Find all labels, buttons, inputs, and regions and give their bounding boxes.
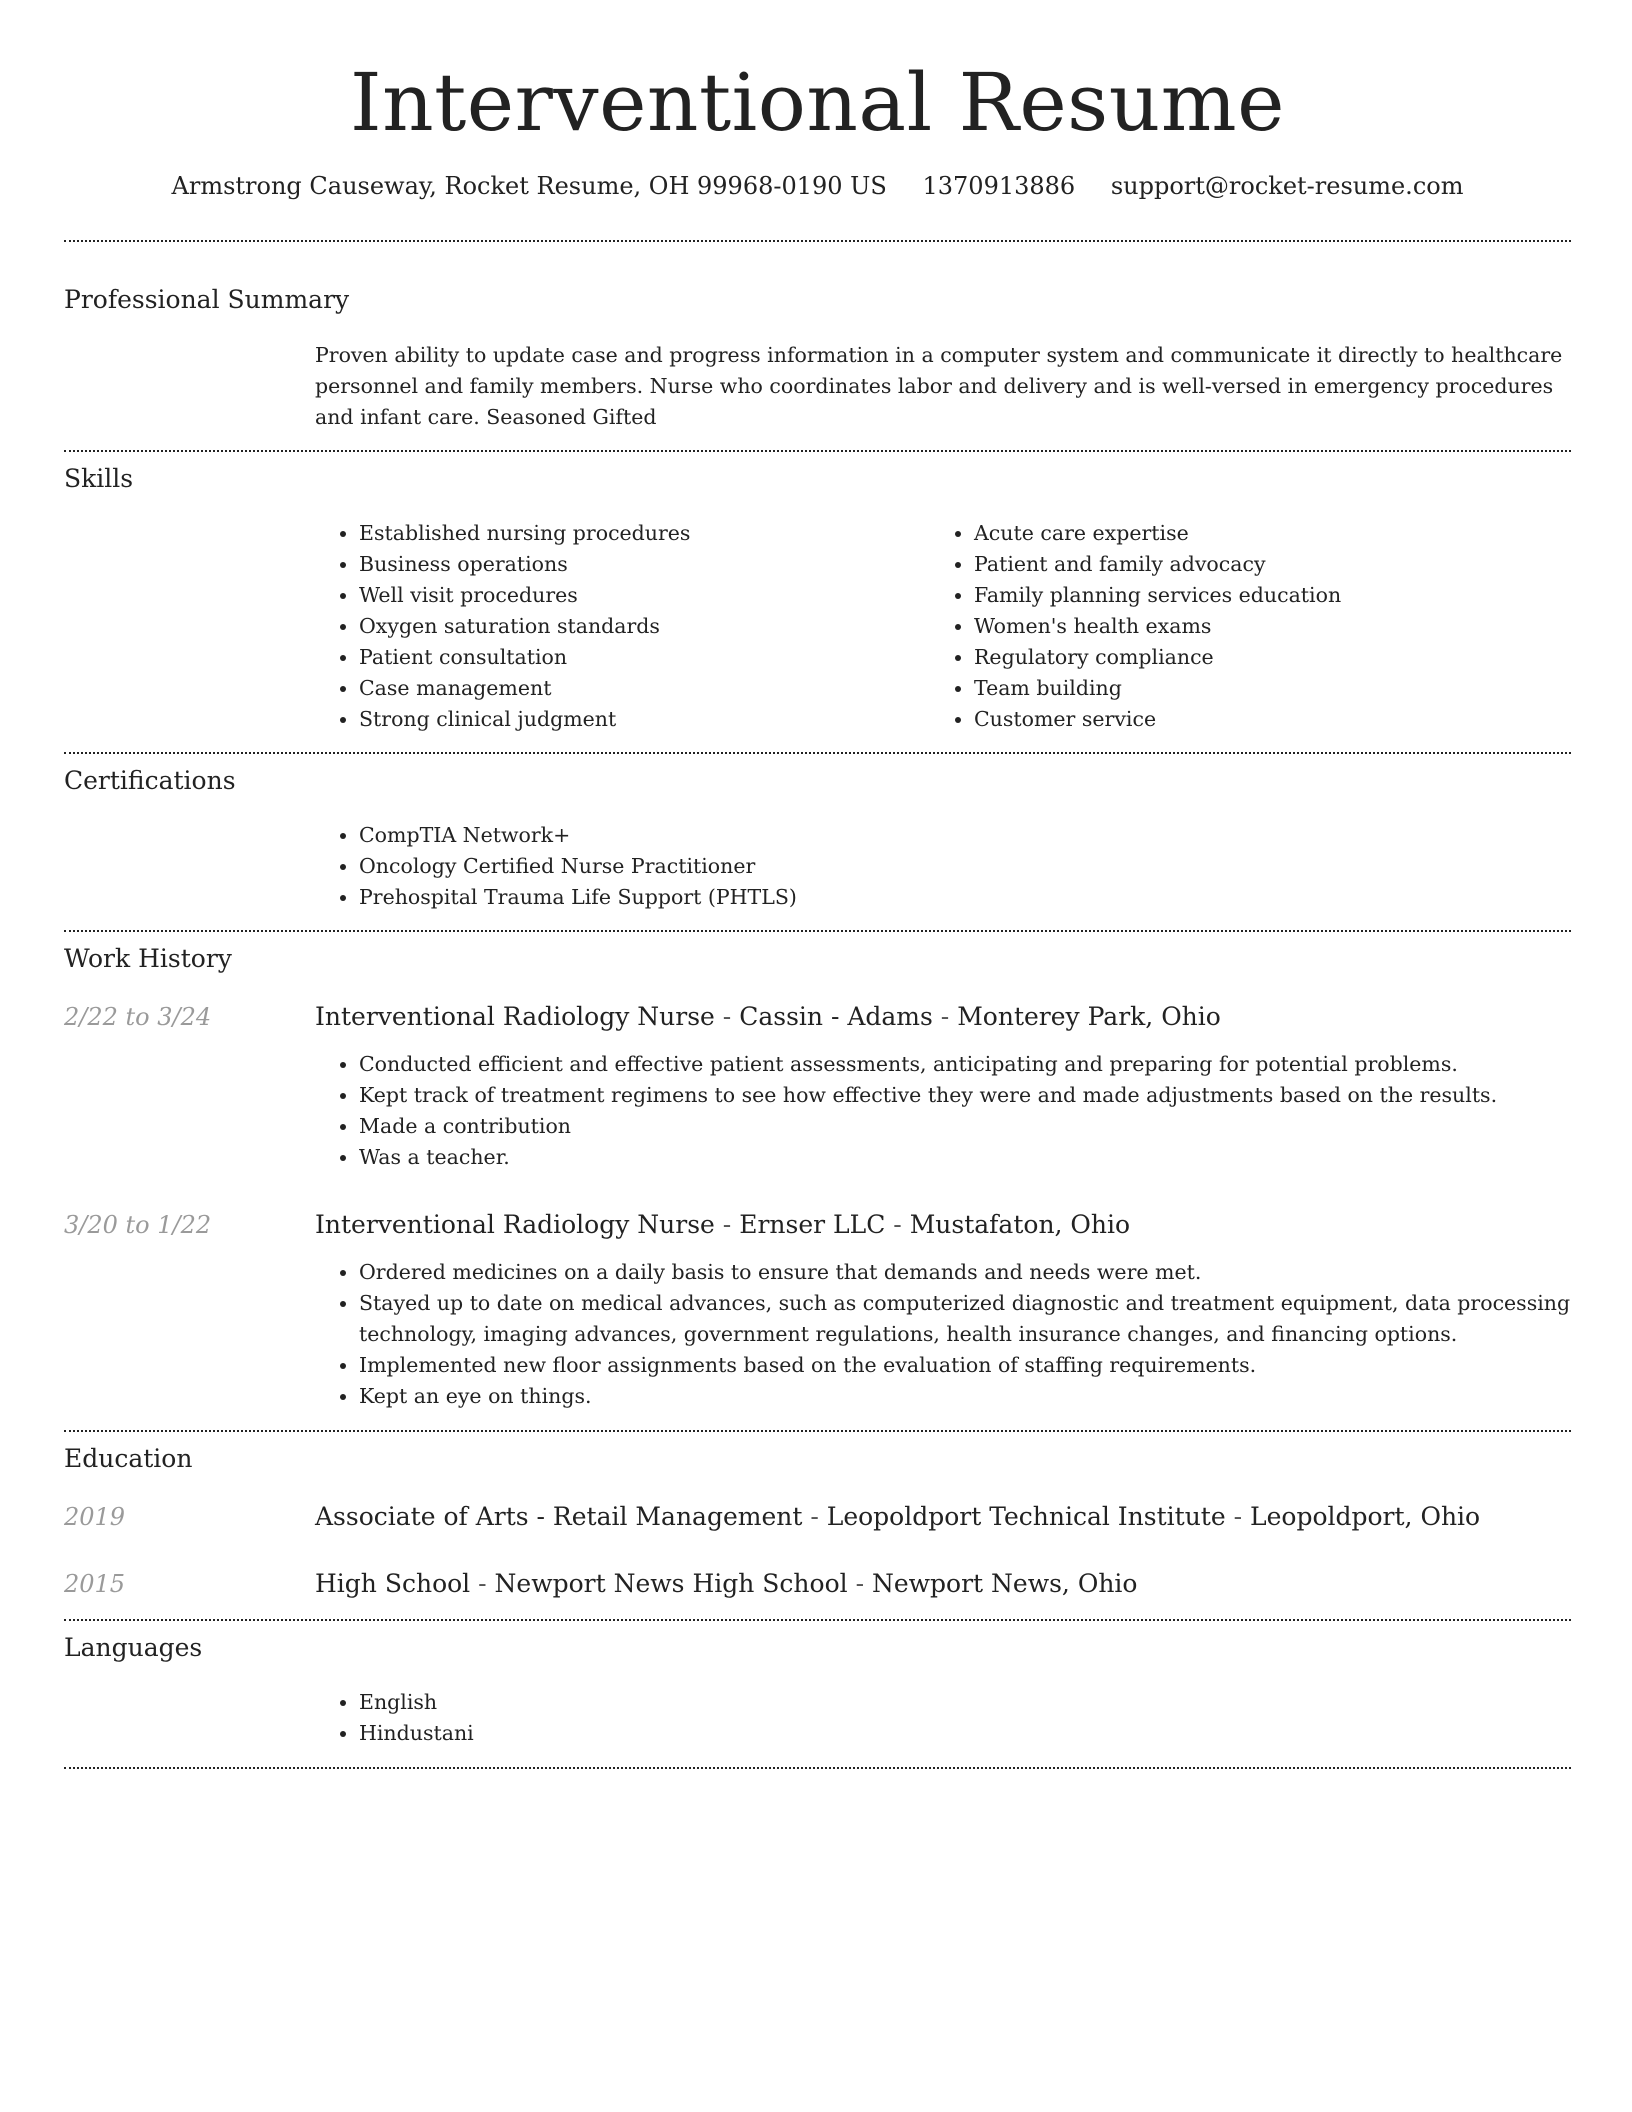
certifications-heading: Certifications bbox=[64, 766, 236, 795]
education-school: Newport News High School bbox=[494, 1569, 848, 1598]
skill-item: • Customer service bbox=[974, 704, 1574, 735]
job-bullets bbox=[315, 1257, 1589, 1412]
skill-item: • Business operations bbox=[359, 549, 919, 580]
job-bullet: • Implemented new floor assignments based on the evaluation of staffing requirements. bbox=[359, 1350, 1589, 1381]
languages-list bbox=[315, 1687, 1159, 1749]
job-title-line bbox=[315, 999, 1221, 1035]
job-bullet: • Kept track of treatment regimens to see how effective they were and made adjustments based on the results. bbox=[359, 1080, 1589, 1111]
skill-item: • Well visit procedures bbox=[359, 580, 919, 611]
section-divider bbox=[64, 1430, 1571, 1432]
skill-item: • Case management bbox=[359, 673, 919, 704]
contact-line bbox=[64, 168, 1571, 204]
education-degree: High School bbox=[315, 1569, 471, 1598]
education-line bbox=[315, 1566, 1137, 1602]
education-separator: - bbox=[1225, 1502, 1250, 1531]
job-company: Ernser LLC bbox=[739, 1210, 886, 1239]
skill-item: • Established nursing procedures bbox=[359, 518, 919, 549]
skill-item: • Patient consultation bbox=[359, 642, 919, 673]
job-dates: 3/20 to 1/22 bbox=[64, 1211, 212, 1239]
skill-item: • Regulatory compliance bbox=[974, 642, 1574, 673]
skill-item: • Oxygen saturation standards bbox=[359, 611, 919, 642]
contact-phone: 1370913886 bbox=[922, 172, 1076, 200]
education-degree: Associate of Arts - Retail Management bbox=[315, 1502, 803, 1531]
education-school: Leopoldport Technical Institute bbox=[826, 1502, 1226, 1531]
job-separator: - bbox=[885, 1210, 910, 1239]
education-year: 2019 bbox=[64, 1503, 126, 1531]
skills-heading: Skills bbox=[64, 464, 134, 493]
skills-list-left bbox=[315, 518, 919, 735]
job-separator: - bbox=[714, 1002, 740, 1031]
certification-item: • CompTIA Network+ bbox=[359, 820, 1559, 851]
section-divider bbox=[64, 930, 1571, 932]
skill-item: • Women's health exams bbox=[974, 611, 1574, 642]
language-item: • English bbox=[359, 1687, 1159, 1718]
job-separator: - bbox=[714, 1210, 740, 1239]
section-divider bbox=[64, 752, 1571, 754]
contact-address: Armstrong Causeway, Rocket Resume, OH 99968-0190 US bbox=[171, 172, 887, 200]
education-separator: - bbox=[802, 1502, 827, 1531]
job-title-line bbox=[315, 1207, 1130, 1243]
job-location: Monterey Park, Ohio bbox=[957, 1002, 1221, 1031]
job-company: Cassin - Adams bbox=[739, 1002, 933, 1031]
contact-email: support@rocket-resume.com bbox=[1110, 172, 1464, 200]
skill-item: • Acute care expertise bbox=[974, 518, 1574, 549]
job-role: Interventional Radiology Nurse bbox=[315, 1002, 715, 1031]
language-item: • Hindustani bbox=[359, 1718, 1159, 1749]
resume-name: Interventional Resume bbox=[350, 56, 1285, 149]
skill-item: • Strong clinical judgment bbox=[359, 704, 919, 735]
skill-item: • Team building bbox=[974, 673, 1574, 704]
job-bullet: • Made a contribution bbox=[359, 1111, 1589, 1142]
section-divider bbox=[64, 240, 1571, 242]
skill-item: • Family planning services education bbox=[974, 580, 1574, 611]
section-divider bbox=[64, 1767, 1571, 1769]
skills-list-right bbox=[930, 518, 1574, 735]
job-bullet: • Ordered medicines on a daily basis to ensure that demands and needs were met. bbox=[359, 1257, 1589, 1288]
education-location: Leopoldport, Ohio bbox=[1250, 1502, 1481, 1531]
resume-page bbox=[64, 0, 1571, 2112]
job-bullet: • Was a teacher. bbox=[359, 1142, 1589, 1173]
section-divider bbox=[64, 1619, 1571, 1621]
certification-item: • Prehospital Trauma Life Support (PHTLS) bbox=[359, 882, 1559, 913]
education-year: 2015 bbox=[64, 1570, 126, 1598]
job-separator: - bbox=[932, 1002, 958, 1031]
job-bullet: • Kept an eye on things. bbox=[359, 1381, 1589, 1412]
job-location: Mustafaton, Ohio bbox=[909, 1210, 1131, 1239]
section-divider bbox=[64, 450, 1571, 452]
summary-text: Proven ability to update case and progress information in a computer system and communicate it directly to healthcare personnel and family members. Nurse who coordinates labor and delivery and is well-versed in emergency procedures and infant care. Seasoned Gifted bbox=[315, 343, 1563, 429]
work-history-heading: Work History bbox=[64, 944, 232, 973]
education-location: Newport News, Ohio bbox=[871, 1569, 1138, 1598]
education-separator: - bbox=[847, 1569, 872, 1598]
certifications-list bbox=[315, 820, 1559, 913]
languages-heading: Languages bbox=[64, 1633, 203, 1662]
job-bullet: • Conducted efficient and effective patient assessments, anticipating and preparing for potential problems. bbox=[359, 1049, 1589, 1080]
education-separator: - bbox=[470, 1569, 495, 1598]
job-bullets bbox=[315, 1049, 1589, 1173]
job-bullet: • Stayed up to date on medical advances, such as computerized diagnostic and treatment equipment, data processing technology, imaging advances, government regulations, health insurance changes, and financing options. bbox=[359, 1288, 1589, 1350]
education-heading: Education bbox=[64, 1444, 193, 1473]
job-role: Interventional Radiology Nurse bbox=[315, 1210, 715, 1239]
education-line bbox=[315, 1499, 1480, 1535]
summary-heading: Professional Summary bbox=[64, 285, 350, 314]
job-dates: 2/22 to 3/24 bbox=[64, 1003, 212, 1031]
certification-item: • Oncology Certified Nurse Practitioner bbox=[359, 851, 1559, 882]
skill-item: • Patient and family advocacy bbox=[974, 549, 1574, 580]
